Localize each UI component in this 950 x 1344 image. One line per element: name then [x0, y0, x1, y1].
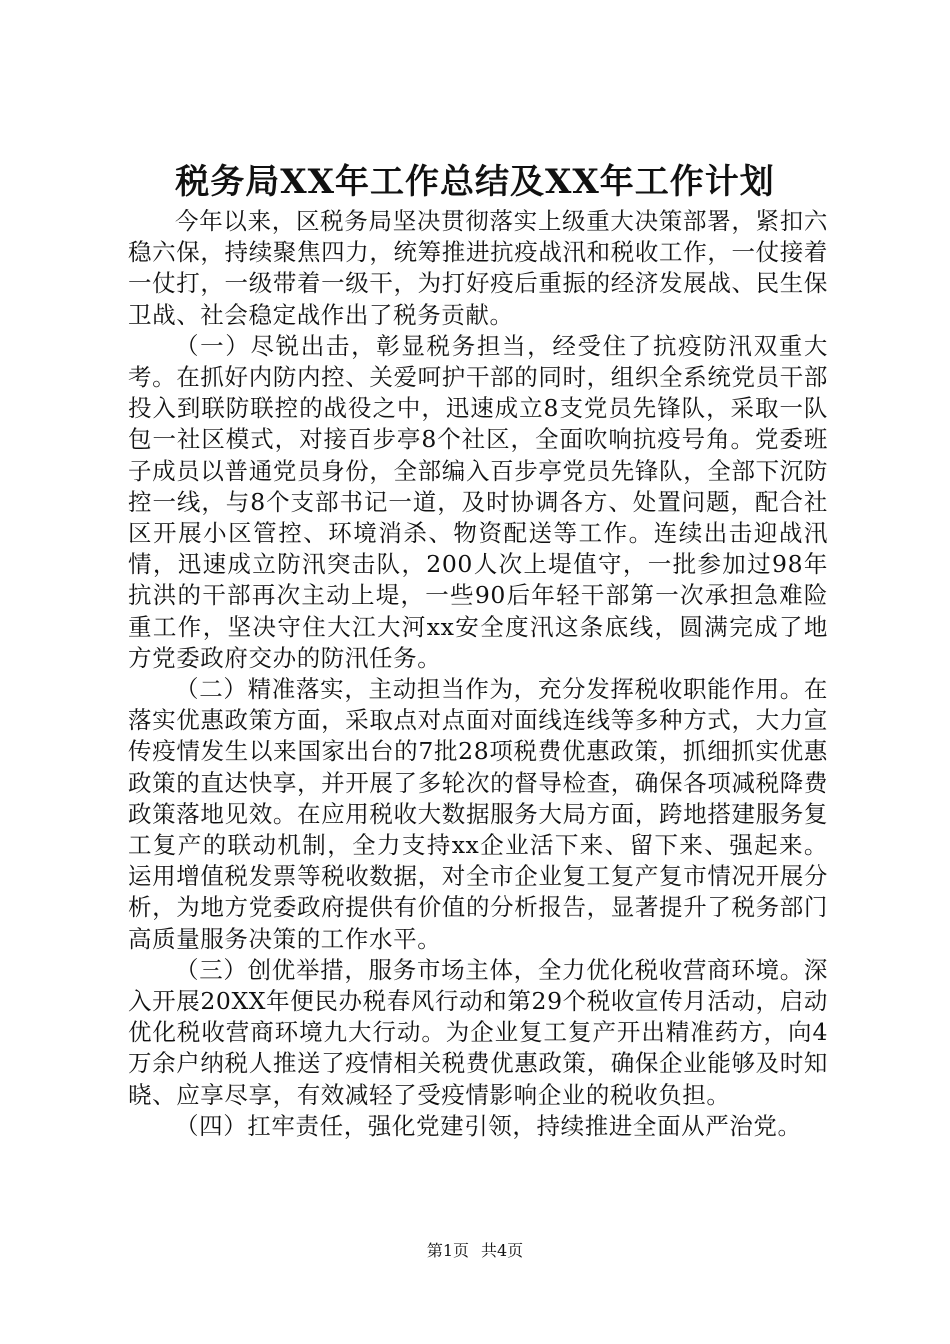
section-four-paragraph: （四）扛牢责任，强化党建引领，持续推进全面从严治党。	[175, 1111, 802, 1140]
page-footer	[0, 1240, 950, 1262]
intro-paragraph: 今年以来，区税务局坚决贯彻落实上级重大决策部署，紧扣六稳六保，持续聚焦四力，统筹推进抗疫战汛和税收工作，一仗接着一仗打，一级带着一级干，为打好疫后重振的经济发展战、民生保卫战、社会稳定战作出了税务贡献。	[128, 207, 828, 329]
page-total: 共4页	[481, 1241, 524, 1260]
page-number: 第1页	[426, 1241, 469, 1260]
section-one-paragraph: （一）尽锐出击，彰显税务担当，经受住了抗疫防汛双重大考。在抓好内防内控、关爱呵护干部的同时，组织全系统党员干部投入到联防联控的战役之中，迅速成立8支党员先锋队，采取一队包一社区模式，对接百步亭8个社区，全面吹响抗疫号角。党委班子成员以普通党员身份，全部编入百步亭党员先锋队，全部下沉防控一线，与8个支部书记一道，及时协调各方、处置问题，配合社区开展小区管控、环境消杀、物资配送等工作。连续出击迎战汛情，迅速成立防汛突击队，200人次上堤值守，一批参加过98年抗洪的干部再次主动上堤，一些90后年轻干部第一次承担急难险重工作，坚决守住大江大河xx安全度汛这条底线，圆满完成了地方党委政府交办的防汛任务。	[128, 331, 828, 672]
section-three-paragraph: （三）创优举措，服务市场主体，全力优化税收营商环境。深入开展20XX年便民办税春风行动和第29个税收宣传月活动，启动优化税收营商环境九大行动。为企业复工复产开出精准药方，向4万余户纳税人推送了疫情相关税费优惠政策，确保企业能够及时知晓、应享尽享，有效减轻了受疫情影响企业的税收负担。	[128, 955, 828, 1109]
document-body	[128, 206, 828, 1142]
section-two-paragraph: （二）精准落实，主动担当作为，充分发挥税收职能作用。在落实优惠政策方面，采取点对点面对面线连线等多种方式，大力宣传疫情发生以来国家出台的7批28项税费优惠政策，抓细抓实优惠政策的直达快享，并开展了多轮次的督导检查，确保各项减税降费政策落地见效。在应用税收大数据服务大局方面，跨地搭建服务复工复产的联动机制，全力支持xx企业活下来、留下来、强起来。运用增值税发票等税收数据，对全市企业复工复产复市情况开展分析，为地方党委政府提供有价值的分析报告，显著提升了税务部门高质量服务决策的工作水平。	[128, 675, 828, 953]
document-title: 税务局XX年工作总结及XX年工作计划	[175, 162, 775, 202]
